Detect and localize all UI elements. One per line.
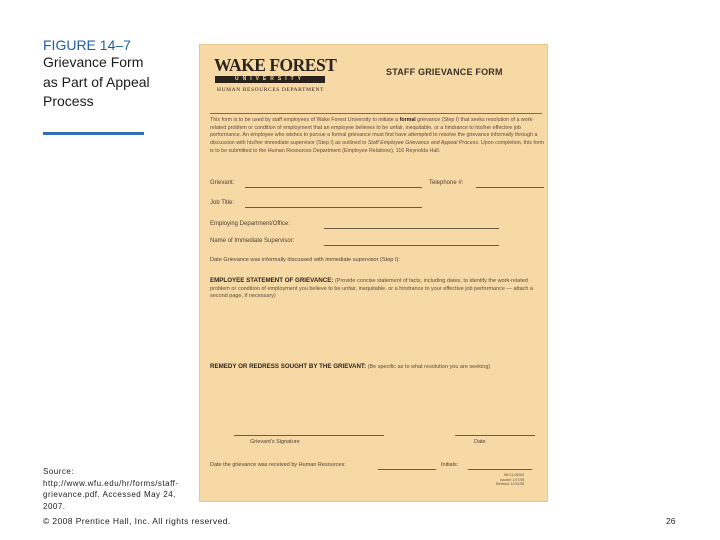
page-number: 26 (666, 516, 676, 526)
logo-wordmark: WAKE FOREST (214, 55, 337, 75)
intro-text-1: This form is to be used by staff employees of Wake Forest University to initiate a (210, 117, 400, 123)
intro-text-2: grievance (Step I) that seeks resolution of a work-related problem or condition of employment that an employee believes to be unfair, inequitable, or a hindrance to his/her effective job performance. An employee who wishes to pursue a formal grievance must first have attempted to resolve the grievance informally through a discussion with his/her immediate supervisor (Step I) as outlined in (210, 117, 538, 147)
department-line (324, 228, 499, 229)
copyright-footer: © 2008 Prentice Hall, Inc. All rights reserved. (43, 516, 231, 526)
statement-section (210, 277, 544, 301)
telephone-line (476, 187, 544, 188)
remedy-section (210, 363, 544, 372)
figure-title: Grievance Form as Part of Appeal Process (43, 54, 150, 109)
remedy-heading: REMEDY OR REDRESS SOUGHT BY THE GRIEVANT: (210, 363, 367, 370)
date-label: Date (474, 439, 486, 445)
telephone-label: Telephone #: (429, 180, 464, 186)
form-code-line-2: Issued: 1/17/05 (500, 477, 525, 482)
remedy-instructions: (Be specific as to what resolution you are seeking) (366, 364, 491, 370)
job-title-line (245, 207, 422, 208)
source-note: Source: http://www.wfu.edu/hr/forms/staff-grievance.pdf. Accessed May 24, 2007. (43, 467, 179, 511)
form-code-line-1: Wf-01-00002 (503, 473, 525, 477)
date-discussed-label: Date Grievance was informally discussed with immediate supervisor (Step I): (210, 257, 400, 263)
initials-line (468, 469, 532, 470)
intro-formal: formal (399, 117, 416, 123)
form-title: STAFF GRIEVANCE FORM (386, 67, 503, 77)
intro-italic: Staff Employee Grievance and Appeal Process (367, 140, 479, 147)
initials-label: Initials: (441, 462, 459, 468)
signature-label: Grievant's Signature (250, 439, 300, 445)
statement-heading: EMPLOYEE STATEMENT OF GRIEVANCE: (210, 277, 334, 284)
job-title-label: Job Title: (210, 200, 235, 206)
intro-text-3: . Upon completion, this form is to be submitted to the Human Resources Department (Employee Relations), 116 Reynolda Hall. (210, 140, 544, 154)
header-divider (210, 113, 542, 114)
signature-line (234, 435, 384, 436)
university-logo (210, 53, 337, 95)
received-line (378, 469, 436, 470)
form-code-line-3: Revised: 12/31/05 (496, 482, 525, 486)
grievant-line (245, 187, 422, 188)
figure-label: FIGURE 14–7 (43, 37, 131, 53)
received-label: Date the grievance was received by Human Resources: (210, 462, 346, 468)
logo-department: HUMAN RESOURCES DEPARTMENT (217, 87, 325, 93)
supervisor-line (324, 245, 499, 246)
statement-instructions: (Provide concise statement of facts, including dates, to identify the work-related problem or condition of employment you believe to be unfair, inequitable, or a hindrance to your effective job performance — attach a second page, if necessary) (210, 278, 534, 299)
supervisor-label: Name of Immediate Supervisor: (210, 238, 295, 244)
grievance-form-image (200, 45, 547, 501)
grievant-label: Grievant: (210, 180, 235, 186)
department-label: Employing Department/Office: (210, 221, 290, 227)
form-instructions (210, 117, 544, 156)
logo-university-bar: UNIVERSITY (215, 76, 325, 83)
date-line (455, 435, 535, 436)
title-underline (43, 132, 144, 135)
form-code (496, 473, 524, 487)
